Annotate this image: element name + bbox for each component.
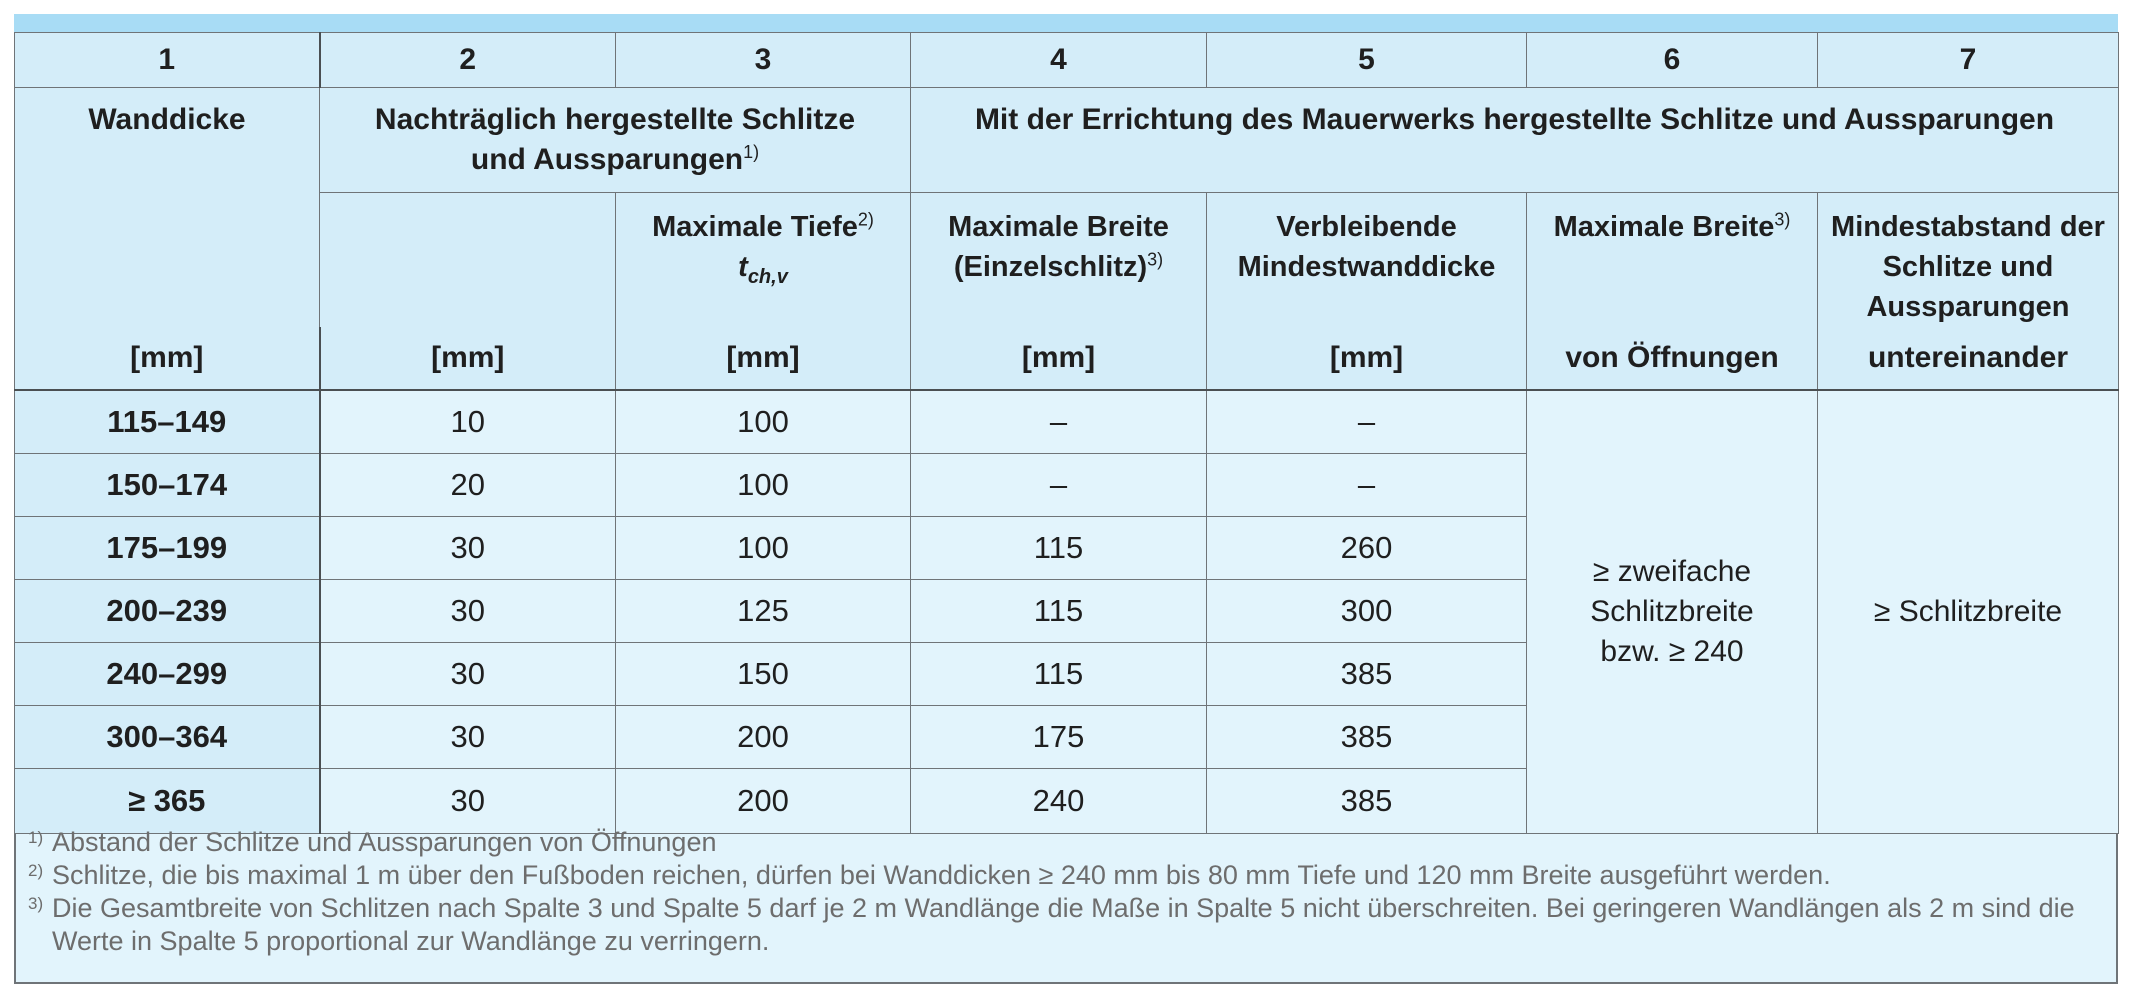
footnote-mark: 2) <box>28 861 44 880</box>
footnote-text: Die Gesamtbreite von Schlitzen nach Spalte 3 und Spalte 5 darf je 2 m Wandlänge die Maße in Spalte 5 nicht überschreiten. Bei geringeren Wandlängen als 2 m sind die Werte in Spalte 5 proportional zur Wandlänge zu verringern. <box>52 893 2075 956</box>
header-group-during-construction: Mit der Errichtung des Mauerwerks hergestellte Schlitze und Aussparungen <box>911 88 2119 193</box>
cell-breite-einzel: 150 <box>616 643 911 706</box>
header-wanddicke-blank <box>320 193 616 328</box>
cell-breite: – <box>1207 390 1527 454</box>
cell-breite-einzel: 125 <box>616 580 911 643</box>
footnote-mark: 3) <box>28 894 44 913</box>
header-mindestabstand: Mindestabstand der Schlitze und Aussparungen <box>1818 193 2119 328</box>
cell-tiefe: 30 <box>320 517 616 580</box>
cell-tiefe: 30 <box>320 769 616 834</box>
cell-wanddicke: 300–364 <box>15 706 320 769</box>
cell-breite-einzel: 100 <box>616 390 911 454</box>
cell-wanddicke: 150–174 <box>15 454 320 517</box>
header-von-oeffnungen: von Öffnungen <box>1527 327 1818 390</box>
cell-tiefe: 30 <box>320 706 616 769</box>
cell-breite-einzel: 100 <box>616 454 911 517</box>
footnote-text: Schlitze, die bis maximal 1 m über den Fußboden reichen, dürfen bei Wanddicken ≥ 240 mm bis 80 mm Tiefe und 120 mm Breite ausgeführt werden. <box>52 860 1831 890</box>
footnotes <box>28 826 2108 958</box>
footnote <box>28 859 2108 892</box>
unit-label: [mm] <box>320 327 616 390</box>
cell-mindestwanddicke: 240 <box>911 769 1207 834</box>
unit-label: [mm] <box>616 327 911 390</box>
unit-label: [mm] <box>911 327 1207 390</box>
cell-breite-einzel: 200 <box>616 769 911 834</box>
cell-mindestwanddicke: 115 <box>911 643 1207 706</box>
cell-wanddicke: 175–199 <box>15 517 320 580</box>
cell-mindestwanddicke: 115 <box>911 580 1207 643</box>
column-number: 1 <box>15 33 320 88</box>
column-number: 7 <box>1818 33 2119 88</box>
footnote-text: Abstand der Schlitze und Aussparungen von Öffnungen <box>52 827 717 857</box>
cell-breite: 300 <box>1207 580 1527 643</box>
header-max-tiefe: Maximale Tiefe$^{2)}$ $t_{ch,v}$ <box>616 193 911 328</box>
cell-untereinander: ≥ Schlitzbreite <box>1818 390 2119 834</box>
unit-row <box>15 327 2119 390</box>
column-number: 4 <box>911 33 1207 88</box>
column-number: 6 <box>1527 33 1818 88</box>
column-header-row <box>15 193 2119 328</box>
header-wanddicke: Wanddicke <box>15 88 320 328</box>
header-max-breite-einzel: Maximale Breite (Einzelschlitz)$^{3)}$ <box>911 193 1207 328</box>
cell-breite-einzel: 200 <box>616 706 911 769</box>
cell-wanddicke: 200–239 <box>15 580 320 643</box>
header-verbleibende: Verbleibende Mindestwanddicke <box>1207 193 1527 328</box>
cell-breite: 260 <box>1207 517 1527 580</box>
cell-tiefe: 30 <box>320 580 616 643</box>
cell-mindestwanddicke: – <box>911 390 1207 454</box>
cell-breite-einzel: 100 <box>616 517 911 580</box>
unit-label: [mm] <box>15 327 320 390</box>
table-row <box>15 390 2119 454</box>
cell-wanddicke: ≥ 365 <box>15 769 320 834</box>
cell-breite: 385 <box>1207 769 1527 834</box>
unit-label: [mm] <box>1207 327 1527 390</box>
cell-tiefe: 30 <box>320 643 616 706</box>
group-header-row <box>15 88 2119 193</box>
cell-von-oeffnungen: ≥ zweifache Schlitzbreite bzw. ≥ 240 <box>1527 390 1818 834</box>
cell-breite: 385 <box>1207 643 1527 706</box>
cell-breite: – <box>1207 454 1527 517</box>
column-number: 3 <box>616 33 911 88</box>
header-untereinander: untereinander <box>1818 327 2119 390</box>
column-number: 5 <box>1207 33 1527 88</box>
footnote <box>28 892 2108 958</box>
cell-mindestwanddicke: 175 <box>911 706 1207 769</box>
cell-mindestwanddicke: 115 <box>911 517 1207 580</box>
footnote-mark: 1) <box>28 828 44 847</box>
cell-tiefe: 20 <box>320 454 616 517</box>
column-number-row <box>15 33 2119 88</box>
cell-mindestwanddicke: – <box>911 454 1207 517</box>
header-max-breite: Maximale Breite$^{3)}$ <box>1527 193 1818 328</box>
footnote <box>28 826 2108 859</box>
cell-tiefe: 10 <box>320 390 616 454</box>
column-number: 2 <box>320 33 616 88</box>
cell-wanddicke: 115–149 <box>15 390 320 454</box>
cell-breite: 385 <box>1207 706 1527 769</box>
top-accent-bar <box>14 14 2118 32</box>
cell-wanddicke: 240–299 <box>15 643 320 706</box>
header-group-subsequent: Nachträglich hergestellte Schlitze und Aussparungen$^{1)}$ <box>320 88 911 193</box>
slot-table <box>14 32 2119 834</box>
